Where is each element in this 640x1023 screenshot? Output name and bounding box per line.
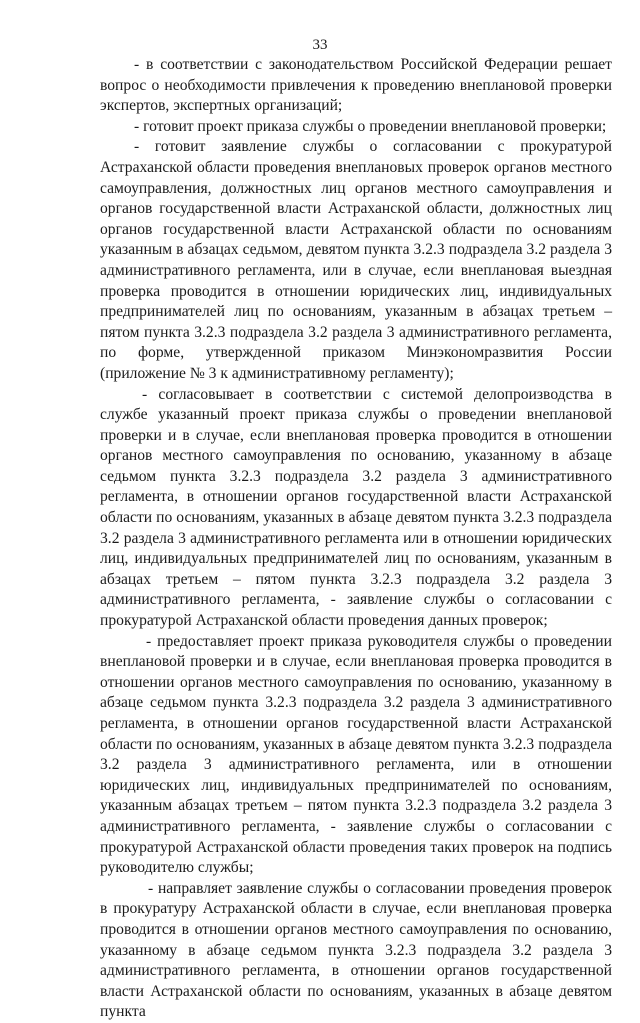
paragraph-expert-involvement: - в соответствии с законодательством Российской Федерации решает вопрос о необходимости привлечения к проведению внеплановой проверки экспертов, экспертных организаций; bbox=[100, 56, 612, 115]
page-number: 33 bbox=[312, 37, 328, 53]
paragraph-send-application: - направляет заявление службы о согласовании проведения проверок в прокуратуру Астраханской области в случае, если внеплановая проверка проводится в отношении органов местного самоуправления по основанию, указанному в абзаце седьмом пункта 3.2.3 подраздела 3.2 раздела 3 административного регламента, в отношении органов государственной власти Астраханской области по основаниям, указанных в абзаце девятом пункта bbox=[100, 879, 612, 1021]
paragraph-prepare-application: - готовит заявление службы о согласовании с прокуратурой Астраханской области проведения внеплановых проверок органов местного самоуправления, должностных лиц органов местного самоуправления и органов государственной власти Астраханской области, должностных лиц органов государственной власти Астраханской области по основаниям указанным в абзацах седьмом, девятом пункта 3.2.3 подраздела 3.2 раздела 3 административного регламента, или в случае, если внеплановая выездная проверка проводится в отношении юридических лиц, индивидуальных предпринимателей лиц по основаниям, указанным в абзацах третьем – пятом пункта 3.2.3 подраздела 3.2 раздела 3 административного регламента, по форме, утвержденной приказом Минэкономразвития России (приложение № 3 к административному регламенту); bbox=[100, 138, 612, 382]
document-body bbox=[100, 55, 612, 1023]
paragraph-approve-draft: - согласовывает в соответствии с системой делопроизводства в службе указанный проект приказа службы о проведении внеплановой проверки и в случае, если внеплановая проверка проводится в отношении органов местного самоуправления по основанию, указанному в абзаце седьмом пункта 3.2.3 подраздела 3.2 раздела 3 административного регламента, в отношении органов государственной власти Астраханской области по основаниям, указанных в абзаце девятом пункта 3.2.3 подраздела 3.2 раздела 3 административного регламента или в отношении юридических лиц, индивидуальных предпринимателей лиц по основаниям, указанным в абзацах третьем – пятом пункта 3.2.3 подраздела 3.2 раздела 3 административного регламента, - заявление службы о согласовании с прокуратурой Астраханской области проведения данных проверок; bbox=[100, 385, 612, 630]
paragraph-submit-draft: - предоставляет проект приказа руководителя службы о проведении внеплановой проверки и в случае, если внеплановая проверка проводится в отношении органов местного самоуправления по основанию, указанному в абзаце седьмом пункта 3.2.3 подраздела 3.2 раздела 3 административного регламента, в отношении органов государственной власти Астраханской области по основаниям, указанных в абзаце девятом пункта 3.2.3 подраздела 3.2 раздела 3 административного регламента, или в отношении юридических лиц, индивидуальных предпринимателей по основаниям, указанным абзацах третьем – пятом пункта 3.2.3 подраздела 3.2 раздела 3 административного регламента, - заявление службы о согласовании с прокуратурой Астраханской области проведения таких проверок на подпись руководителю службы; bbox=[100, 632, 612, 877]
paragraph-prepare-order: - готовит проект приказа службы о проведении внеплановой проверки; bbox=[134, 117, 607, 135]
